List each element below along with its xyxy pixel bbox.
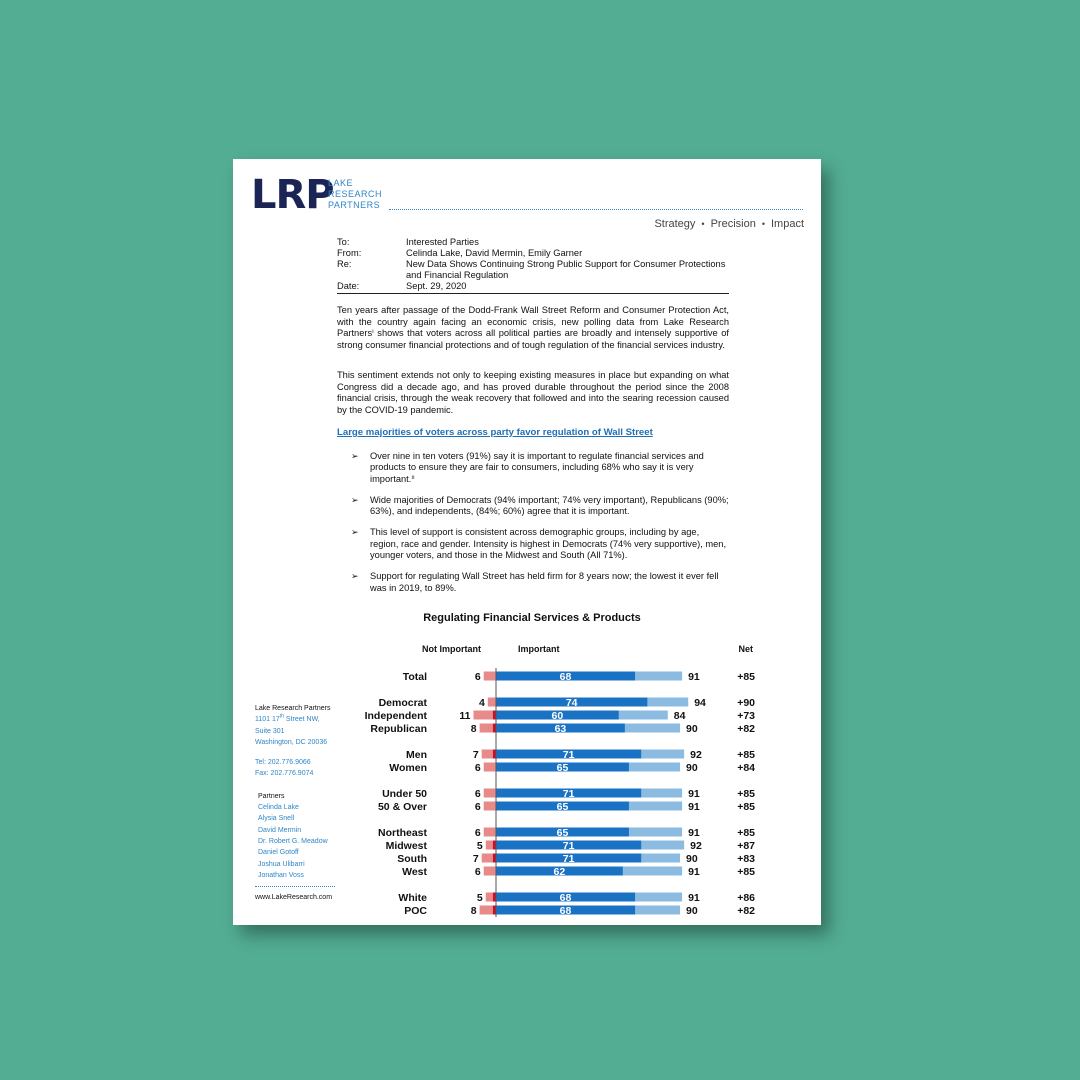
row-label: West [402, 866, 427, 878]
address-line: Washington, DC 20036 [255, 738, 328, 746]
net-value: +86 [737, 892, 755, 904]
net-value: +85 [737, 866, 755, 878]
row-label: 50 & Over [377, 801, 427, 813]
not-important-value: 8 [470, 723, 477, 735]
very-important-value: 74 [565, 697, 578, 709]
arrow-bullet-icon: ➢ [351, 494, 359, 505]
very-important-value: 68 [559, 905, 572, 917]
logo-line: RESEARCH [328, 189, 383, 199]
logo-line: PARTNERS [328, 200, 381, 210]
bar-not-important [474, 711, 496, 720]
important-value: 94 [694, 697, 706, 709]
partner-name: Jonathan Voss [258, 871, 304, 879]
tagline-item: Precision [710, 218, 756, 230]
row-label: Under 50 [382, 788, 427, 800]
important-value: 92 [690, 840, 702, 852]
row-label: South [397, 853, 427, 865]
important-value: 84 [673, 710, 686, 722]
bullet-text: Over nine in ten voters (91%) say it is important to regulate financial services and products to ensure they are fair to consumers, including 68% who say it is very important.ⁱⁱ [370, 451, 704, 484]
very-important-value: 63 [554, 723, 567, 735]
important-value: 91 [688, 827, 700, 839]
important-value: 91 [688, 866, 700, 878]
net-value: +73 [737, 710, 755, 722]
net-value: +85 [737, 671, 755, 683]
partner-name: Joshua Ulibarri [258, 860, 305, 868]
row-label: Men [406, 749, 427, 761]
header-net: Net [738, 644, 753, 654]
chart-title: Regulating Financial Services & Products [423, 612, 641, 624]
not-important-value: 5 [476, 840, 483, 852]
bar-not-important [484, 867, 496, 876]
section-heading[interactable]: Large majorities of voters across party favor regulation of Wall Street [337, 427, 653, 438]
memo-value: Celinda Lake, David Mermin, Emily Garner [406, 248, 583, 258]
logo-mark: LRP [251, 172, 334, 218]
important-value: 90 [686, 762, 698, 774]
bullet-text: Support for regulating Wall Street has held firm for 8 years now; the lowest it ever fell was in 2019, to 89%. [370, 571, 719, 593]
net-value: +85 [737, 801, 755, 813]
sidebar-contact [255, 703, 375, 903]
row-label: Independent [364, 710, 427, 722]
partners-title: Partners [258, 792, 285, 800]
website-link[interactable]: www.LakeResearch.com [255, 894, 333, 902]
net-value: +82 [737, 905, 755, 917]
partner-name: Celinda Lake [258, 804, 299, 812]
net-value: +87 [737, 840, 755, 852]
arrow-bullet-icon: ➢ [351, 571, 359, 582]
address-line: 1101 17th Street NW, [255, 713, 320, 724]
partner-name: Dr. Robert G. Meadow [258, 837, 328, 845]
partner-name: Alysia Snell [258, 815, 295, 823]
memo-key: Date: [337, 281, 360, 291]
net-value: +84 [737, 762, 755, 774]
not-important-value: 11 [459, 710, 471, 722]
not-important-value: 6 [474, 801, 481, 813]
not-important-value: 6 [474, 671, 481, 683]
tagline-item: Strategy [654, 218, 696, 230]
important-value: 90 [686, 723, 698, 735]
very-important-value: 71 [562, 840, 575, 852]
tagline-item: Impact [770, 218, 804, 230]
very-important-value: 71 [562, 749, 575, 761]
very-important-value: 68 [559, 671, 572, 683]
very-important-value: 68 [559, 892, 572, 904]
header-important: Important [518, 644, 560, 654]
very-important-value: 71 [562, 788, 575, 800]
memo-value: Sept. 29, 2020 [406, 281, 467, 291]
important-value: 90 [686, 905, 698, 917]
row-label: Midwest [385, 840, 427, 852]
very-important-value: 65 [556, 827, 569, 839]
net-value: +90 [737, 697, 755, 709]
arrow-bullet-icon: ➢ [351, 451, 359, 461]
row-label: Republican [370, 723, 427, 735]
important-value: 91 [688, 788, 700, 800]
not-important-value: 5 [476, 892, 483, 904]
not-important-value: 6 [474, 788, 481, 800]
not-important-value: 6 [474, 866, 481, 878]
important-value: 92 [690, 749, 702, 761]
not-important-value: 6 [474, 762, 481, 774]
important-value: 91 [688, 801, 700, 813]
bar-not-important [484, 672, 496, 681]
memo-key: To: [337, 237, 350, 247]
bar-not-important [484, 763, 496, 772]
net-value: +85 [737, 827, 755, 839]
company-name: Lake Research Partners [255, 705, 331, 712]
important-value: 90 [686, 853, 698, 865]
row-label: Northeast [377, 827, 427, 839]
row-label: Democrat [378, 697, 427, 709]
fax-line: Fax: 202.776.9074 [255, 770, 314, 778]
tagline-separator: • [761, 219, 765, 229]
row-label: Women [389, 762, 427, 774]
bar-not-important [484, 802, 496, 811]
address-line: Suite 301 [255, 727, 285, 735]
bullet-text: This level of support is consistent across demographic groups, including by age, region, race and gender. Intensity is highest in Democrats (74% very supportive), men, younger voters, and those in the Midwest and South (All 71%). [370, 527, 727, 561]
partner-name: Daniel Gotoff [258, 849, 299, 857]
net-value: +83 [737, 853, 755, 865]
arrow-bullet-icon: ➢ [351, 527, 359, 538]
very-important-value: 60 [551, 710, 564, 722]
tagline-separator: • [701, 219, 705, 229]
very-important-value: 65 [556, 762, 569, 774]
memo-key: Re: [337, 259, 352, 269]
net-value: +85 [737, 788, 755, 800]
partner-name: David Mermin [258, 826, 302, 834]
memo-key: From: [337, 248, 362, 258]
bar-not-important [484, 789, 496, 798]
not-important-value: 7 [472, 853, 479, 865]
row-label: White [398, 892, 427, 904]
sentiment-paragraph: This sentiment extends not only to keeping existing measures in place but expanding on what Congress did a decade ago, and has proved durable throughout the period since the 2008 financial crisis, through the weak recovery that followed and into the searing recession caused by the COVID-19 pandemic. [337, 370, 729, 415]
bar-not-important [488, 698, 496, 707]
phone-line: Tel: 202.776.9066 [255, 759, 311, 767]
not-important-value: 7 [472, 749, 479, 761]
net-value: +82 [737, 723, 755, 735]
important-value: 91 [688, 671, 700, 683]
important-value: 91 [688, 892, 700, 904]
not-important-value: 4 [478, 697, 485, 709]
not-important-value: 6 [474, 827, 481, 839]
row-label: Total [402, 671, 427, 683]
not-important-value: 8 [470, 905, 477, 917]
row-label: POC [404, 905, 427, 917]
intro-paragraph: Ten years after passage of the Dodd-Frank Wall Street Reform and Consumer Protection Act, with the country again facing an economic crisis, new polling data from Lake Research Partnersⁱ shows that voters across all political parties are broadly and intensely supportive of strong consumer financial protections and of tough regulation of the financial services industry. [337, 305, 729, 350]
memo-value: New Data Shows Continuing Strong Public Support for Consumer Protections and Financial Regulation [406, 259, 726, 280]
very-important-value: 65 [556, 801, 569, 813]
very-important-value: 71 [562, 853, 575, 865]
header-not-important: Not Important [422, 644, 481, 654]
net-value: +85 [737, 749, 755, 761]
memo-value: Interested Parties [406, 237, 479, 247]
very-important-value: 62 [553, 866, 566, 878]
memo-page [233, 159, 821, 925]
logo-line: LAKE [328, 178, 354, 188]
bullet-text: Wide majorities of Democrats (94% important; 74% very important), Republicans (90%; 63%), and independents, (84%; 60%) agree that it is important. [370, 494, 729, 517]
sidebar-divider [255, 886, 335, 887]
bar-not-important [484, 828, 496, 837]
